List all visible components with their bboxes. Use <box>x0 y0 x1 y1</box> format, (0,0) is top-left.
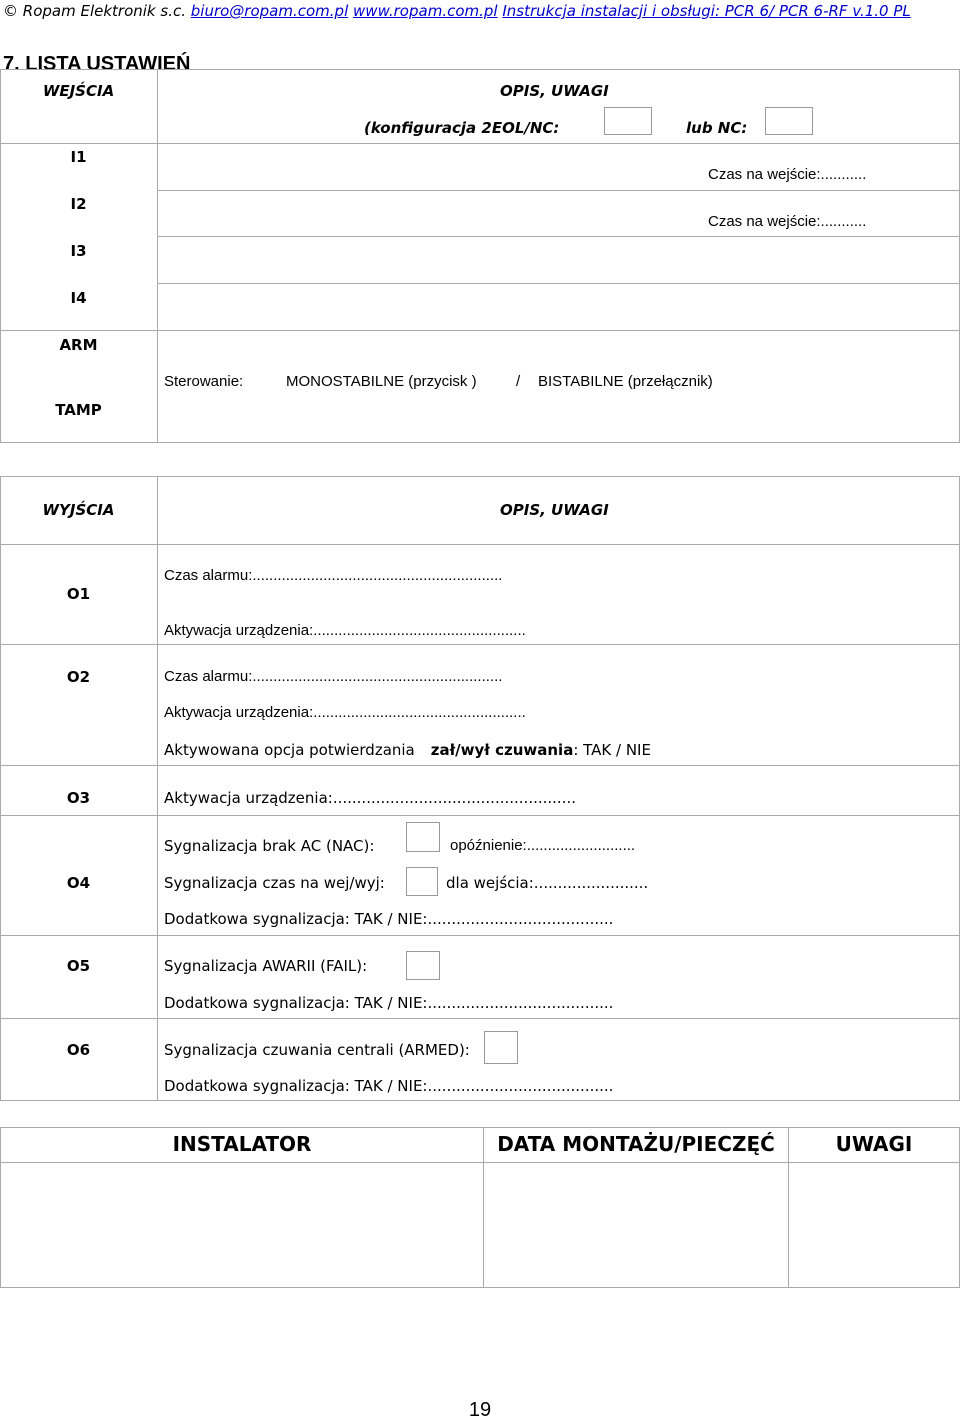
outputs-desc-header: OPIS, UWAGI <box>500 501 609 519</box>
o2-arm-toggle-label: zał/wył czuwania <box>430 741 574 759</box>
o3-device-activation: Aktywacja urządzenia:................................................... <box>164 789 576 807</box>
o6-extra-signal: Dodatkowa sygnalizacja: TAK / NIE:....................................... <box>164 1077 614 1095</box>
control-bistable: BISTABILNE (przełącznik) <box>538 373 713 390</box>
control-label: Sterowanie: <box>164 373 244 390</box>
input-i2-note: Czas na wejście:........... <box>708 213 867 230</box>
date-header: DATA MONTAŻU/PIECZĘĆ <box>497 1132 775 1156</box>
o2-device-activation: Aktywacja urządzenia:................................................... <box>164 704 526 721</box>
o5-fail-checkbox[interactable] <box>406 951 440 980</box>
row-i3-desc <box>157 236 960 284</box>
input-label-tamp: TAMP <box>55 401 102 419</box>
o6-armed-label: Sygnalizacja czuwania centrali (ARMED): <box>164 1041 470 1059</box>
outputs-col-header: WYJŚCIA <box>42 501 115 519</box>
o5-label-cell <box>0 935 158 1019</box>
o4-extra-signal: Dodatkowa sygnalizacja: TAK / NIE:....................................... <box>164 910 614 928</box>
o4-for-input: dla wejścia:........................ <box>446 874 649 892</box>
input-label-i2: I2 <box>70 195 87 213</box>
o2-yes-no: : TAK / NIE <box>573 741 651 759</box>
o1-alarm-time: Czas alarmu:............................................................ <box>164 567 503 584</box>
output-label-o3: O3 <box>66 789 91 807</box>
config-label: (konfiguracja 2EOL/NC: <box>364 119 560 137</box>
notes-header: UWAGI <box>835 1132 913 1156</box>
inputs-desc-header: OPIS, UWAGI <box>500 82 609 100</box>
website-link[interactable]: www.ropam.com.pl <box>353 2 498 20</box>
input-label-i1: I1 <box>70 148 87 166</box>
input-label-i4: I4 <box>70 289 87 307</box>
o2-label-cell <box>0 644 158 766</box>
control-separator: / <box>516 373 521 390</box>
inputs-col-header: WEJŚCIA <box>42 82 115 100</box>
o5-fail-label: Sygnalizacja AWARII (FAIL): <box>164 957 368 975</box>
installer-field[interactable] <box>0 1162 484 1288</box>
o6-label-cell <box>0 1018 158 1101</box>
o4-nac-label: Sygnalizacja brak AC (NAC): <box>164 837 375 855</box>
o1-device-activation: Aktywacja urządzenia:................................................... <box>164 622 526 639</box>
o4-entry-exit-label: Sygnalizacja czas na wej/wyj: <box>164 874 385 892</box>
output-label-o6: O6 <box>66 1041 91 1059</box>
input-i1-note: Czas na wejście:........... <box>708 166 867 183</box>
config-nc-checkbox[interactable] <box>765 107 813 135</box>
o5-extra-signal: Dodatkowa sygnalizacja: TAK / NIE:....................................... <box>164 994 614 1012</box>
email-link[interactable]: biuro@ropam.com.pl <box>190 2 349 20</box>
o4-entry-exit-checkbox[interactable] <box>406 867 438 896</box>
document-title: Instrukcja instalacji i obsługi: PCR 6/ PCR 6-RF v.1.0 PL <box>502 2 911 20</box>
output-label-o1: O1 <box>66 585 91 603</box>
input-label-arm: ARM <box>59 336 98 354</box>
config-2eol-checkbox[interactable] <box>604 107 652 135</box>
o2-confirm-label: Aktywowana opcja potwierdzania <box>164 741 415 759</box>
output-label-o5: O5 <box>66 957 91 975</box>
inputs-header-cell <box>0 69 158 144</box>
output-label-o2: O2 <box>66 668 91 686</box>
installer-header: INSTALATOR <box>172 1132 312 1156</box>
o2-alarm-time: Czas alarmu:............................................................ <box>164 668 503 685</box>
control-monostable: MONOSTABILNE (przycisk ) <box>286 373 477 390</box>
input-label-i3: I3 <box>70 242 87 260</box>
section-title: 7. LISTA USTAWIEŃ <box>3 53 191 75</box>
company-name: © Ropam Elektronik s.c. <box>3 2 186 20</box>
output-label-o4: O4 <box>66 874 91 892</box>
date-stamp-field[interactable] <box>483 1162 789 1288</box>
page-number: 19 <box>468 1399 492 1421</box>
page-header <box>3 2 911 20</box>
config-or-label: lub NC: <box>686 119 748 137</box>
o4-nac-checkbox[interactable] <box>406 822 440 852</box>
row-i4-desc <box>157 283 960 331</box>
o6-armed-checkbox[interactable] <box>484 1031 518 1064</box>
o2-confirm-option <box>164 741 651 759</box>
o4-nac-delay: opóźnienie:.......................... <box>450 837 636 854</box>
notes-field[interactable] <box>788 1162 960 1288</box>
